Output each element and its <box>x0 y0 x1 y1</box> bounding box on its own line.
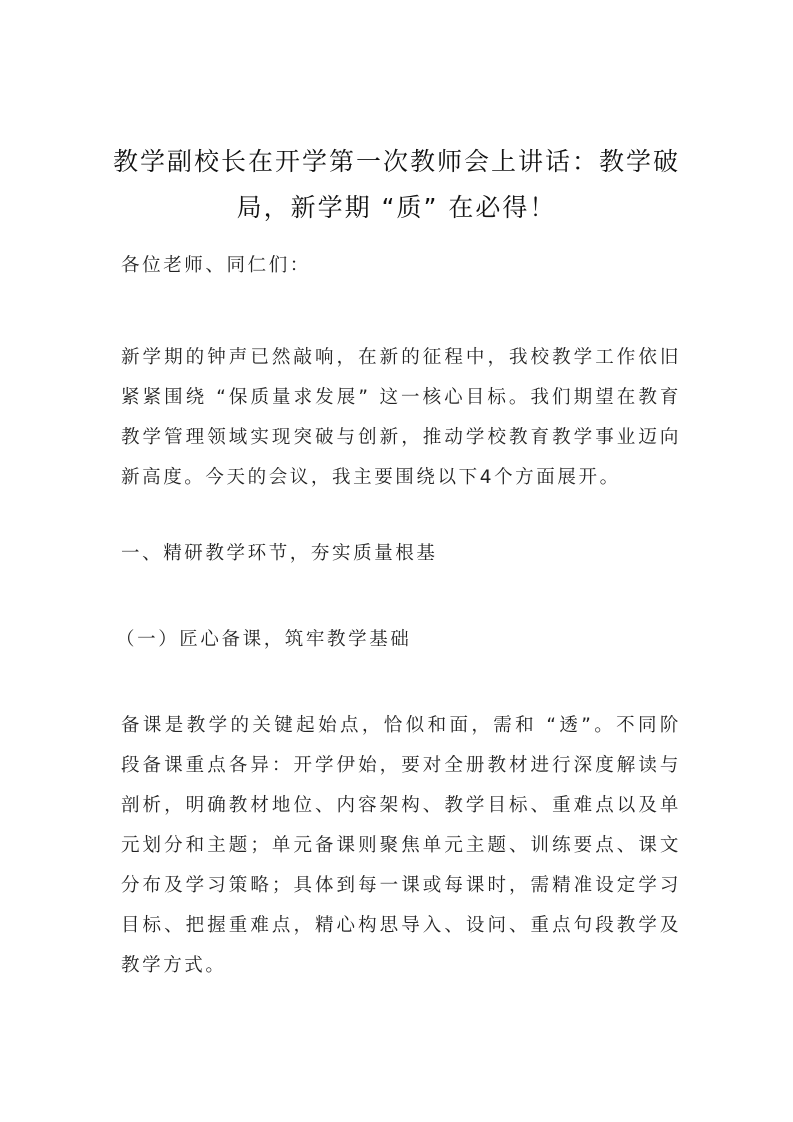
greeting: 各位老师、同仁们： <box>121 255 311 276</box>
subsection-heading: （一）匠心备课，筑牢教学基础 <box>116 629 412 650</box>
document-title: 教学副校长在开学第一次教师会上讲话：教学破局，新学期 “质” 在必得！ <box>112 146 680 222</box>
section-heading: 一、精研教学环节，夯实质量根基 <box>121 543 438 564</box>
intro-paragraph: 新学期的钟声已然敲响，在新的征程中，我校教学工作依旧紧紧围绕 “保质量求发展” 这一核心目标。我们期望在教育教学管理领域实现突破与创新，推动学校教育教学事业迈向新高度。今天的会议，我主要围绕以下4个方面展开。 <box>121 347 681 488</box>
subsection-body: 备课是教学的关键起始点，恰似和面，需和 “透”。不同阶段备课重点各异：开学伊始，要对全册教材进行深度解读与剖析，明确教材地位、内容架构、教学目标、重难点以及单元划分和主题；单元备课则聚焦单元主题、训练要点、课文分布及学习策略；具体到每一课或每课时，需精准设定学习目标、把握重难点，精心构思导入、设问、重点句段教学及教学方式。 <box>121 715 681 976</box>
